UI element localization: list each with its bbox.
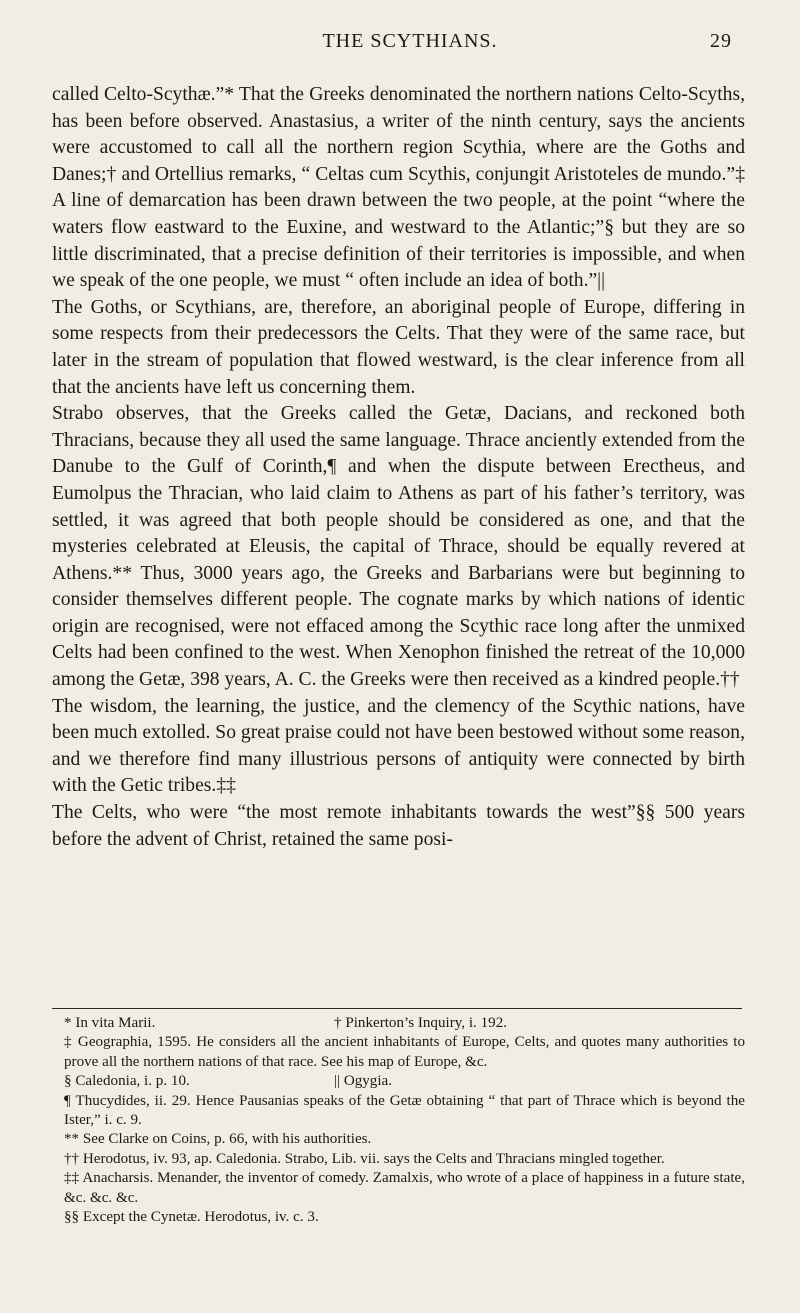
footnote-row: [52, 1014, 745, 1033]
footnote: § Caledonia, i. p. 10.: [64, 1073, 190, 1090]
footnote: ** See Clarke on Coins, p. 66, with his authorities.: [64, 1131, 372, 1148]
footnote: †† Herodotus, iv. 93, ap. Caledonia. Strabo, Lib. vii. says the Celts and Thracians mingled together.: [64, 1150, 665, 1167]
paragraph: The wisdom, the learning, the justice, and the clemency of the Scythic nations, have been much extolled. So great praise could not have been bestowed without some reason, and we therefore find many illustrious persons of antiquity were connected by birth with the Getic tribes.‡‡: [52, 695, 745, 797]
paragraph: The Goths, or Scythians, are, therefore, an aboriginal people of Europe, differing in some respects from their predecessors the Celts. That they were of the same race, but later in the stream of population that flowed westward, is the clear inference from all that the ancients have left us concerning them.: [52, 296, 745, 398]
page-number: 29: [710, 30, 732, 52]
footnote: ‡‡ Anacharsis. Menander, the inventor of comedy. Zamalxis, who wrote of a place of happiness in a future state, &c. &c. &c.: [64, 1170, 745, 1206]
footnote-divider: [52, 1008, 742, 1009]
paragraph: Strabo observes, that the Greeks called the Getæ, Dacians, and reckoned both Thracians, because they all used the same language. Thrace anciently extended from the Danube to the Gulf of Corinth,¶ and when the dispute between Erectheus, and Eumolpus the Thracian, who laid claim to Athens as part of his father’s territory, was settled, it was agreed that both people should be considered as one, and that the mysteries celebrated at Eleusis, the capital of Thrace, should be equally revered at Athens.** Thus, 3000 years ago, the Greeks and Barbarians were but beginning to consider themselves different people. The cognate marks by which nations of identic origin are recognised, were not effaced among the Scythic race long after the unmixed Celts had been confined to the west. When Xenophon finished the retreat of the 10,000 among the Getæ, 398 years, A. C. the Greeks were then received as a kindred people.††: [52, 403, 745, 691]
main-text: [52, 82, 745, 853]
footnote: * In vita Marii.: [64, 1015, 156, 1031]
footnotes: [52, 1014, 745, 1227]
paragraph: called Celto-Scythæ.”* That the Greeks denominated the northern nations Celto-Scyths, has been before observed. Anastasius, a writer of the ninth century, says the ancients were accustomed to call all the northern region Scythia, where are the Goths and Danes;† and Ortellius remarks, “ Celtas cum Scythis, conjungit Aristoteles de mundo.”‡ A line of demarcation has been drawn between the two people, at the point “where the waters flow eastward to the Euxine, and westward to the Atlantic;”§ but they are so little discriminated, that a precise definition of their territories is impossible, and when we speak of the one people, we must “ often include an idea of both.”||: [52, 84, 745, 292]
footnote: || Ogygia.: [334, 1073, 393, 1090]
footnote: † Pinkerton’s Inquiry, i. 192.: [334, 1015, 508, 1031]
footnote-row: [52, 1072, 745, 1091]
running-title: THE SCYTHIANS.: [322, 30, 498, 52]
footnote: ‡ Geographia, 1595. He considers all the ancient inhabitants of Europe, Celts, and quotes many authorities to prove all the northern nations of that race. See his map of Europe, &c.: [64, 1034, 745, 1070]
paragraph: The Celts, who were “the most remote inhabitants towards the west”§§ 500 years before the advent of Christ, retained the same posi-: [52, 802, 745, 850]
footnote: §§ Except the Cynetæ. Herodotus, iv. c. 3.: [64, 1209, 319, 1226]
running-header: [88, 30, 732, 60]
footnote: ¶ Thucydides, ii. 29. Hence Pausanias speaks of the Getæ obtaining “ that part of Thrace which is beyond the Ister,” i. c. 9.: [64, 1092, 745, 1129]
